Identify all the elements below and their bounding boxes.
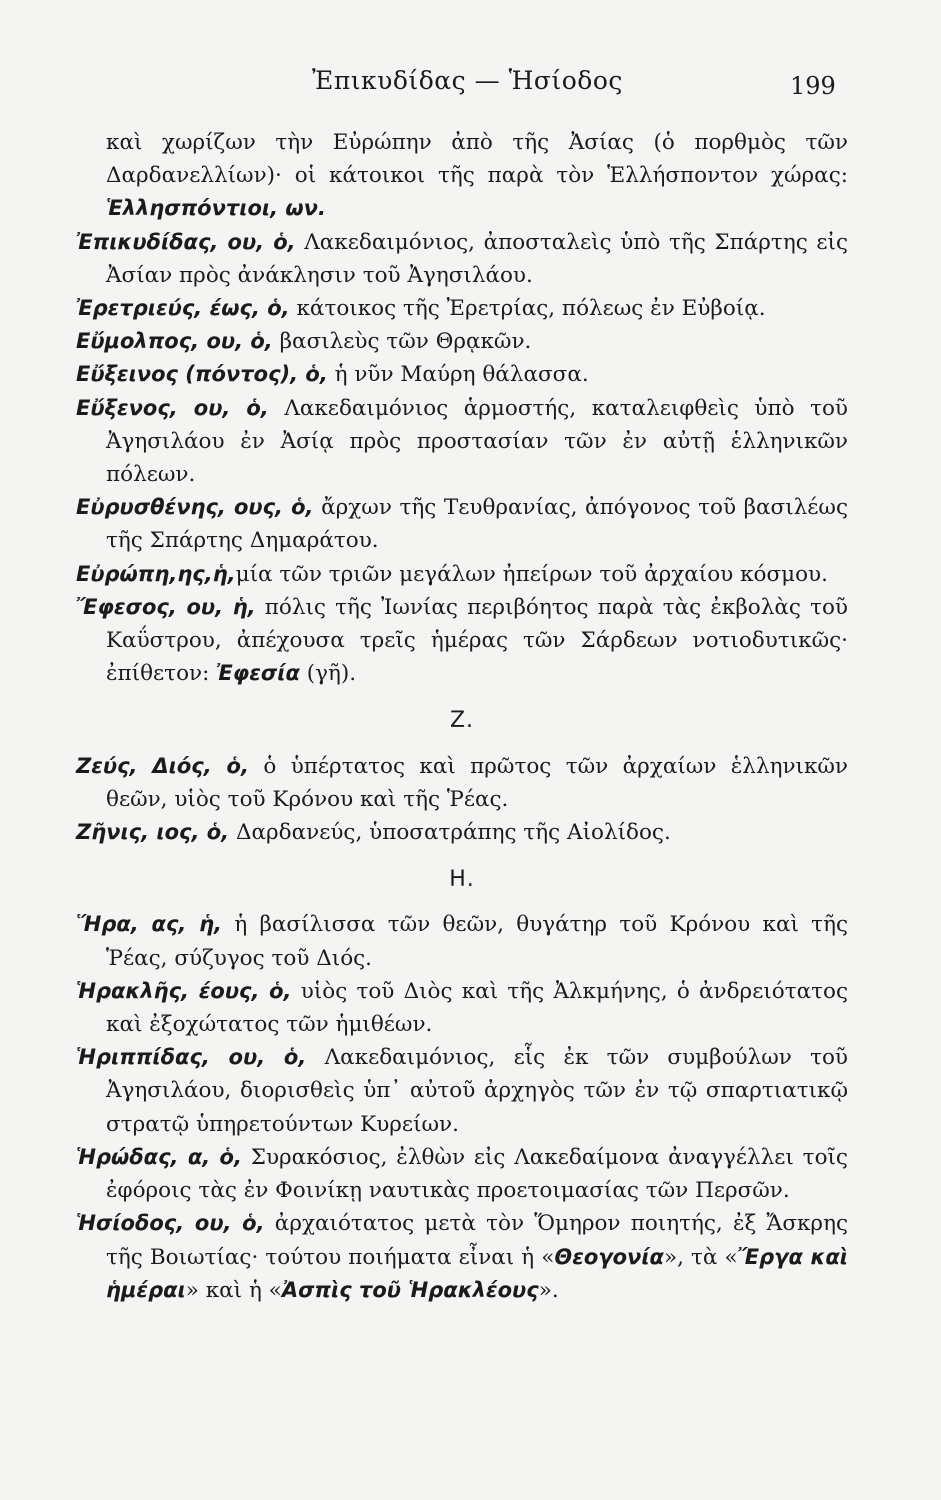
entry-text: », τὰ « xyxy=(663,1244,738,1270)
entry-europe xyxy=(76,558,848,591)
entry-herodas xyxy=(76,1141,848,1207)
entry-epikydidas xyxy=(76,226,848,292)
entry-text: καὶ χωρίζων τὴν Εὐρώπην ἀπὸ τῆς Ἀσίας (ὁ πορθμὸς τῶν Δαρδανελλίων)· οἱ κάτοικοι τῆς παρὰ τὸν Ἑλλήσποντον χώρας: xyxy=(106,130,848,189)
page-number: 199 xyxy=(790,72,836,100)
section-letter-z: Ζ. xyxy=(449,708,475,734)
entry-text: ἄρχων τῆς Τευθρανίας, ἀπόγονος τοῦ βασιλέως τῆς Σπάρτης Δημαράτου. xyxy=(106,495,849,554)
running-header xyxy=(0,66,941,106)
entry-eretrieus xyxy=(76,292,848,325)
entry-text: ὁ ὑπέρτατος καὶ πρῶτος τῶν ἀρχαίων ἑλληνικῶν θεῶν, υἱὸς τοῦ Κρόνου καὶ τῆς Ῥέας. xyxy=(106,753,848,812)
entry-herakles xyxy=(76,975,848,1041)
entry-zenis xyxy=(76,816,848,849)
entry-eumolpos xyxy=(76,325,848,358)
entry-hera xyxy=(76,908,848,974)
work-title-works-days: Ἔργα καὶ ἡμέραι xyxy=(106,1244,848,1302)
entry-headword: Ἐρετριεύς, έως, ὁ, xyxy=(76,296,290,321)
entry-zeus xyxy=(76,750,848,816)
entry-text: ». xyxy=(538,1277,559,1303)
entry-headword: Ἥρα, ας, ἡ, xyxy=(76,912,223,937)
entry-text: κάτοικος τῆς Ἐρετρίας, πόλεως ἐν Εὐβοίᾳ. xyxy=(289,296,766,322)
entry-headword: Ἡρώδας, α, ὁ, xyxy=(76,1144,242,1169)
entry-text: Λακεδαιμόνιος, εἷς ἐκ τῶν συμβούλων τοῦ Ἀγησιλάου, διορισθεὶς ὑπ᾽ αὐτοῦ ἀρχηγὸς τῶν ἐν τῷ σπαρτιατικῷ στρατῷ ὑπηρετούντων Κυρείων. xyxy=(106,1045,848,1137)
entry-text: ἡ βασίλισσα τῶν θεῶν, θυγάτηρ τοῦ Κρόνου καὶ τῆς Ῥέας, σύζυγος τοῦ Διός. xyxy=(106,912,848,971)
entry-headword: Εὔξεινος (πόντος), ὁ, xyxy=(76,362,328,387)
entry-text: υἱὸς τοῦ Διὸς καὶ τῆς Ἀλκμήνης, ὁ ἀνδρειότατος καὶ ἐξοχώτατος τῶν ἡμιθέων. xyxy=(106,978,849,1038)
entry-ephesos xyxy=(76,591,848,691)
entry-bold-term: Ἑλλησπόντιοι, ων. xyxy=(106,196,326,221)
entry-text: » καὶ ἡ « xyxy=(185,1277,282,1303)
entry-bold-term: Ἐφεσία xyxy=(216,661,300,686)
glossary-body xyxy=(76,126,848,1307)
entry-text: ἀρχαιότατος μετὰ τὸν Ὅμηρον ποιητής, ἐξ Ἄσκρης τῆς Βοιωτίας· τούτου ποιήματα εἶναι ἡ « xyxy=(106,1211,848,1270)
entry-headword: Ζῆνις, ιος, ὁ, xyxy=(76,820,230,845)
entry-hesiodos xyxy=(76,1207,848,1307)
entry-herippidas xyxy=(76,1041,848,1141)
entry-text: πόλις τῆς Ἰωνίας περιβόητος παρὰ τὰς ἐκβολὰς τοῦ Καΰστρου, ἀπέχουσα τρεῖς ἡμέρας τῶν Σάρδεων νοτιοδυτικῶς· ἐπίθετον: xyxy=(106,594,848,687)
entry-euxenos xyxy=(76,392,848,492)
entry-text: ἡ νῦν Μαύρη θάλασσα. xyxy=(327,362,589,388)
entry-headword: Ἐπικυδίδας, ου, ὁ, xyxy=(76,229,296,254)
entry-headword: Εὐρυσθένης, ους, ὁ, xyxy=(76,495,314,520)
entry-headword: Εὔμολπος, ου, ὁ, xyxy=(76,329,273,354)
entry-text-tail: (γῆ). xyxy=(299,661,357,687)
work-title-shield: Ἀσπὶς τοῦ Ἡρακλέους xyxy=(281,1277,539,1302)
running-title: Ἐπικυδίδας — Ἡσίοδος xyxy=(312,66,623,95)
entry-headword: Εὔξενος, ου, ὁ, xyxy=(76,395,269,420)
entry-text: Λακεδαιμόνιος, ἀποσταλεὶς ὑπὸ τῆς Σπάρτης εἰς Ἀσίαν πρὸς ἀνάκλησιν τοῦ Ἀγησιλάου. xyxy=(106,229,848,288)
entry-euxeinos xyxy=(76,358,848,391)
entry-text: μία τῶν τριῶν μεγάλων ἠπείρων τοῦ ἀρχαίου κόσμου. xyxy=(235,561,828,587)
entry-text: βασιλεὺς τῶν Θρᾳκῶν. xyxy=(272,329,532,355)
entry-headword: Ζεύς, Διός, ὁ, xyxy=(76,753,249,778)
entry-text: Δαρδανεύς, ὑποσατράπης τῆς Αἰολίδος. xyxy=(229,820,671,846)
entry-eurysthenes xyxy=(76,491,848,557)
work-title-theogony: Θεογονία xyxy=(554,1244,664,1269)
entry-headword: Ἡσίοδος, ου, ὁ, xyxy=(76,1211,265,1236)
entry-text: Συρακόσιος, ἐλθὼν εἰς Λακεδαίμονα ἀναγγέλλει τοῖς ἐφόροις τὰς ἐν Φοινίκῃ ναυτικὰς προετοιμασίας τῶν Περσῶν. xyxy=(106,1144,848,1204)
entry-continuation xyxy=(76,126,848,226)
entry-headword: Ἡριππίδας, ου, ὁ, xyxy=(76,1045,307,1070)
entry-text: Λακεδαιμόνιος ἁρμοστής, καταλειφθεὶς ὑπὸ τοῦ Ἀγησιλάου ἐν Ἀσίᾳ πρὸς προστασίαν τῶν ἐν αὐτῇ ἑλληνικῶν πόλεων. xyxy=(106,395,848,488)
entry-headword: Ἔφεσος, ου, ἡ, xyxy=(76,594,256,619)
entry-headword: Ἡρακλῆς, έους, ὁ, xyxy=(76,978,292,1003)
entry-headword: Εὐρώπη,ης,ἡ, xyxy=(76,561,236,586)
section-letter-eta: Η. xyxy=(449,867,475,893)
